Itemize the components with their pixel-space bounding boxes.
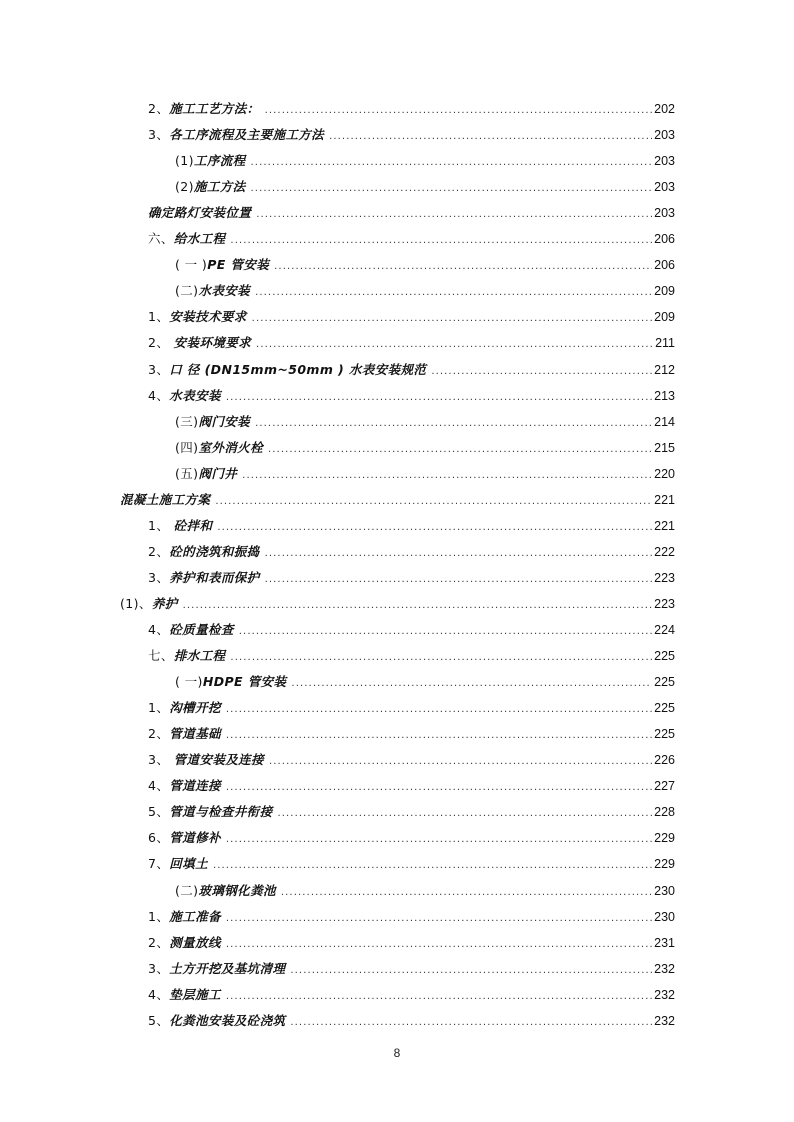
toc-entry-page-number: 222: [654, 545, 675, 559]
dot-leader: [269, 752, 652, 772]
toc-entry-page-number: 232: [654, 1014, 675, 1028]
toc-entry[interactable]: [148, 203, 675, 223]
toc-entry-title: [148, 203, 254, 223]
toc-entry-number: 7、: [148, 856, 170, 871]
toc-entry-number: 3、: [148, 570, 170, 585]
toc-entry-number: 2、: [148, 544, 170, 559]
toc-entry-label: 砼质量检查: [169, 622, 234, 637]
toc-entry-label: 安装环境要求: [173, 335, 252, 350]
toc-entry[interactable]: [175, 672, 675, 692]
toc-entry-number: ( 一 ): [175, 257, 208, 272]
dot-leader: [256, 335, 653, 355]
dot-leader: [255, 414, 652, 434]
toc-entry-title: [175, 464, 240, 484]
dot-leader: [265, 570, 653, 590]
toc-entry-label: 水表安装: [198, 283, 251, 298]
toc-entry-number: 5、: [148, 804, 170, 819]
toc-entry-title: [148, 386, 224, 406]
toc-entry[interactable]: [148, 386, 675, 406]
toc-entry-title: [120, 594, 181, 614]
dot-leader: [217, 518, 652, 538]
dot-leader: [183, 596, 653, 616]
dot-leader: [226, 700, 652, 720]
dot-leader: [281, 883, 652, 903]
toc-entry-page-number: 203: [654, 206, 675, 220]
dot-leader: [291, 674, 652, 694]
toc-entry-title: [148, 828, 224, 848]
dot-leader: [255, 283, 652, 303]
dot-leader: [226, 830, 652, 850]
toc-entry-label: 化粪池安装及砼浇筑: [169, 1013, 286, 1028]
toc-entry-label: PE 管安装: [207, 257, 270, 272]
toc-entry[interactable]: [148, 307, 675, 327]
toc-entry-title: [148, 360, 429, 380]
toc-entry-title: [148, 620, 237, 640]
toc-entry[interactable]: [148, 620, 675, 640]
toc-entry-title: [148, 99, 263, 119]
toc-entry-number: (二): [175, 883, 199, 898]
toc-entry-number: 2、: [148, 935, 170, 950]
toc-entry-number: 4、: [148, 778, 170, 793]
dot-leader: [213, 856, 652, 876]
toc-entry-title: [148, 125, 327, 145]
toc-entry[interactable]: [148, 724, 675, 744]
toc-entry-title: [175, 255, 272, 275]
toc-entry-title: [148, 724, 224, 744]
toc-entry-label: HDPE 管安装: [202, 674, 287, 689]
toc-entry-number: 3、: [148, 752, 174, 767]
dot-leader: [226, 388, 652, 408]
toc-entry-label: 给水工程: [173, 231, 226, 246]
toc-entry[interactable]: [175, 151, 675, 171]
toc-entry-label: 垫层施工: [169, 987, 221, 1002]
toc-entry-number: 4、: [148, 388, 170, 403]
toc-entry-page-number: 230: [654, 910, 675, 924]
toc-entry-page-number: 232: [654, 988, 675, 1002]
dot-leader: [226, 909, 652, 929]
toc-entry-label: 养护: [151, 596, 178, 611]
toc-entry[interactable]: [148, 802, 675, 822]
toc-entry-label: 混凝土施工方案: [120, 492, 211, 507]
toc-entry-title: [148, 542, 263, 562]
toc-entry-label: 管道修补: [169, 830, 221, 845]
toc-entry[interactable]: [148, 907, 675, 927]
toc-entry[interactable]: [148, 516, 675, 536]
toc-entry-page-number: 225: [654, 701, 675, 715]
dot-leader: [251, 153, 653, 173]
toc-entry-page-number: 214: [654, 415, 675, 429]
toc-entry-number: 1、: [148, 518, 174, 533]
toc-entry-label: 测量放线: [169, 935, 221, 950]
toc-entry-title: [175, 281, 253, 301]
toc-entry-page-number: 226: [654, 753, 675, 767]
dot-leader: [252, 309, 652, 329]
toc-entry-number: (五): [175, 466, 199, 481]
toc-entry[interactable]: [148, 646, 675, 666]
toc-entry-label: 施工工艺方法：: [169, 101, 260, 116]
toc-entry-number: 1、: [148, 700, 170, 715]
toc-entry-page-number: 203: [654, 180, 675, 194]
toc-entry-title: [175, 412, 253, 432]
toc-entry-page-number: 221: [654, 519, 675, 533]
toc-entry-number: 1、: [148, 309, 170, 324]
toc-entry[interactable]: [175, 281, 675, 301]
toc-entry-label: 养护和表而保护: [169, 570, 260, 585]
toc-entry-title: [148, 568, 263, 588]
toc-entry-page-number: 225: [654, 675, 675, 689]
toc-entry-title: [175, 438, 266, 458]
toc-entry-number: 3、: [148, 362, 170, 377]
toc-entry-page-number: 227: [654, 779, 675, 793]
toc-entry-number: 4、: [148, 622, 170, 637]
toc-entry-title: [148, 985, 224, 1005]
toc-entry-label: 沟槽开挖: [169, 700, 221, 715]
toc-entry-number: 5、: [148, 1013, 170, 1028]
toc-entry-label: 管道安装及连接: [173, 752, 264, 767]
toc-entry-label: 确定路灯安装位置: [148, 205, 252, 220]
toc-entry-page-number: 221: [654, 493, 675, 507]
dot-leader: [277, 804, 652, 824]
toc-entry-page-number: 229: [654, 857, 675, 871]
toc-entry-label: 口 径 (DN15mm~50mm ) 水表安装规范: [169, 362, 427, 377]
toc-entry[interactable]: [148, 933, 675, 953]
toc-entry-page-number: 203: [654, 128, 675, 142]
toc-entry-number: 2、: [148, 726, 170, 741]
toc-entry-label: 管道连接: [169, 778, 221, 793]
toc-entry-title: [148, 229, 228, 249]
toc-entry-number: 2、: [148, 335, 174, 350]
toc-entry[interactable]: [120, 594, 675, 614]
toc-entry-title: [148, 750, 267, 770]
toc-entry-page-number: 215: [654, 441, 675, 455]
toc-entry-number: 4、: [148, 987, 170, 1002]
toc-entry-label: 排水工程: [173, 648, 226, 663]
toc-entry-page-number: 231: [654, 936, 675, 950]
toc-entry-title: [148, 1011, 288, 1031]
dot-leader: [268, 440, 652, 460]
toc-entry[interactable]: [148, 698, 675, 718]
toc-entry[interactable]: [148, 125, 675, 145]
dot-leader: [290, 1013, 652, 1033]
toc-entry-number: (2): [175, 179, 194, 194]
toc-entry-label: 室外消火栓: [198, 440, 263, 455]
toc-entry-page-number: 224: [654, 623, 675, 637]
toc-entry-number: (二): [175, 283, 199, 298]
toc-entry-label: 砼拌和: [173, 518, 213, 533]
toc-entry-label: 回填土: [169, 856, 208, 871]
toc-entry-page-number: 223: [654, 571, 675, 585]
toc-entry-page-number: 209: [654, 310, 675, 324]
toc-entry-number: (1)、: [120, 596, 152, 611]
toc-entry[interactable]: [175, 255, 675, 275]
dot-leader: [265, 101, 653, 121]
toc-entry[interactable]: [175, 464, 675, 484]
dot-leader: [256, 205, 652, 225]
toc-entry-title: [148, 646, 228, 666]
toc-entry[interactable]: [175, 881, 675, 901]
toc-entry-label: 施工准备: [169, 909, 221, 924]
toc-entry-label: 管道基础: [169, 726, 221, 741]
toc-entry[interactable]: [148, 1011, 675, 1031]
toc-entry-number: 1、: [148, 909, 170, 924]
toc-entry[interactable]: [148, 99, 675, 119]
toc-entry[interactable]: [175, 177, 675, 197]
toc-entry[interactable]: [175, 412, 675, 432]
toc-entry-number: (四): [175, 440, 199, 455]
toc-entry-title: [148, 907, 224, 927]
toc-entry-page-number: 212: [654, 363, 675, 377]
toc-entry-title: [175, 177, 249, 197]
toc-entry-label: 水表安装: [169, 388, 221, 403]
toc-entry-title: [148, 333, 254, 353]
toc-entry[interactable]: [148, 333, 675, 353]
toc-entry-title: [148, 802, 275, 822]
toc-entry-page-number: 223: [654, 597, 675, 611]
dot-leader: [274, 257, 652, 277]
toc-entry-page-number: 209: [654, 284, 675, 298]
toc-entry-title: [148, 959, 288, 979]
dot-leader: [230, 231, 652, 251]
dot-leader: [329, 127, 652, 147]
toc-entry-label: 土方开挖及基坑清理: [169, 961, 286, 976]
toc-entry-page-number: 211: [655, 336, 675, 350]
toc-entry[interactable]: [175, 438, 675, 458]
toc-entry-label: 工序流程: [193, 153, 246, 168]
toc-entry-label: 玻璃钢化粪池: [198, 883, 276, 898]
toc-entry-title: [148, 307, 250, 327]
dot-leader: [226, 726, 652, 746]
toc-entry-title: [148, 698, 224, 718]
toc-entry-number: (1): [175, 153, 194, 168]
toc-entry-title: [175, 672, 289, 692]
toc-entry-page-number: 206: [654, 232, 675, 246]
toc-entry-page-number: 213: [654, 389, 675, 403]
toc-entry-label: 阀门安装: [198, 414, 251, 429]
toc-entry-page-number: 206: [654, 258, 675, 272]
toc-entry-page-number: 232: [654, 962, 675, 976]
dot-leader: [226, 935, 652, 955]
toc-entry[interactable]: [148, 568, 675, 588]
toc-entry-page-number: 228: [654, 805, 675, 819]
toc-entry-number: 3、: [148, 961, 170, 976]
toc-entry-title: [148, 776, 224, 796]
dot-leader: [230, 648, 652, 668]
dot-leader: [239, 622, 652, 642]
toc-entry-title: [175, 151, 249, 171]
dot-leader: [215, 492, 652, 512]
toc-entry[interactable]: [120, 490, 675, 510]
dot-leader: [431, 362, 652, 382]
toc-entry[interactable]: [148, 985, 675, 1005]
toc-entry[interactable]: [148, 229, 675, 249]
toc-entry-number: 六、: [148, 231, 174, 246]
toc-entry-page-number: 225: [654, 649, 675, 663]
toc-entry-page-number: 230: [654, 884, 675, 898]
toc-entry-label: 施工方法: [193, 179, 246, 194]
toc-entry-label: 各工序流程及主要施工方法: [169, 127, 325, 142]
toc-entry-number: (三): [175, 414, 199, 429]
dot-leader: [226, 987, 652, 1007]
toc-entry-number: 七、: [148, 648, 174, 663]
toc-entry[interactable]: [148, 360, 675, 380]
toc-entry-title: [120, 490, 213, 510]
toc-entry-title: [148, 933, 224, 953]
toc-entry[interactable]: [148, 750, 675, 770]
toc-entry[interactable]: [148, 854, 675, 874]
toc-entry-title: [175, 881, 279, 901]
toc-entry-page-number: 220: [654, 467, 675, 481]
toc-entry-label: 砼的浇筑和振捣: [169, 544, 260, 559]
dot-leader: [265, 544, 653, 564]
toc-entry-title: [148, 854, 211, 874]
toc-entry[interactable]: [148, 542, 675, 562]
toc-entry-number: ( 一): [175, 674, 203, 689]
toc-entry-page-number: 203: [654, 154, 675, 168]
toc-entry[interactable]: [148, 776, 675, 796]
toc-entry-page-number: 202: [654, 102, 675, 116]
dot-leader: [226, 778, 652, 798]
toc-entry[interactable]: [148, 959, 675, 979]
toc-entry-number: 6、: [148, 830, 170, 845]
dot-leader: [242, 466, 652, 486]
toc-entry-page-number: 225: [654, 727, 675, 741]
toc-entry-title: [148, 516, 215, 536]
toc-entry-page-number: 229: [654, 831, 675, 845]
page-number-footer: 8: [393, 1046, 401, 1060]
dot-leader: [251, 179, 653, 199]
dot-leader: [290, 961, 652, 981]
toc-entry-label: 管道与检查井衔接: [169, 804, 273, 819]
toc-entry-label: 安装技术要求: [169, 309, 247, 324]
toc-entry-number: 2、: [148, 101, 170, 116]
toc-entry-number: 3、: [148, 127, 170, 142]
toc-entry[interactable]: [148, 828, 675, 848]
toc-entry-label: 阀门井: [198, 466, 238, 481]
